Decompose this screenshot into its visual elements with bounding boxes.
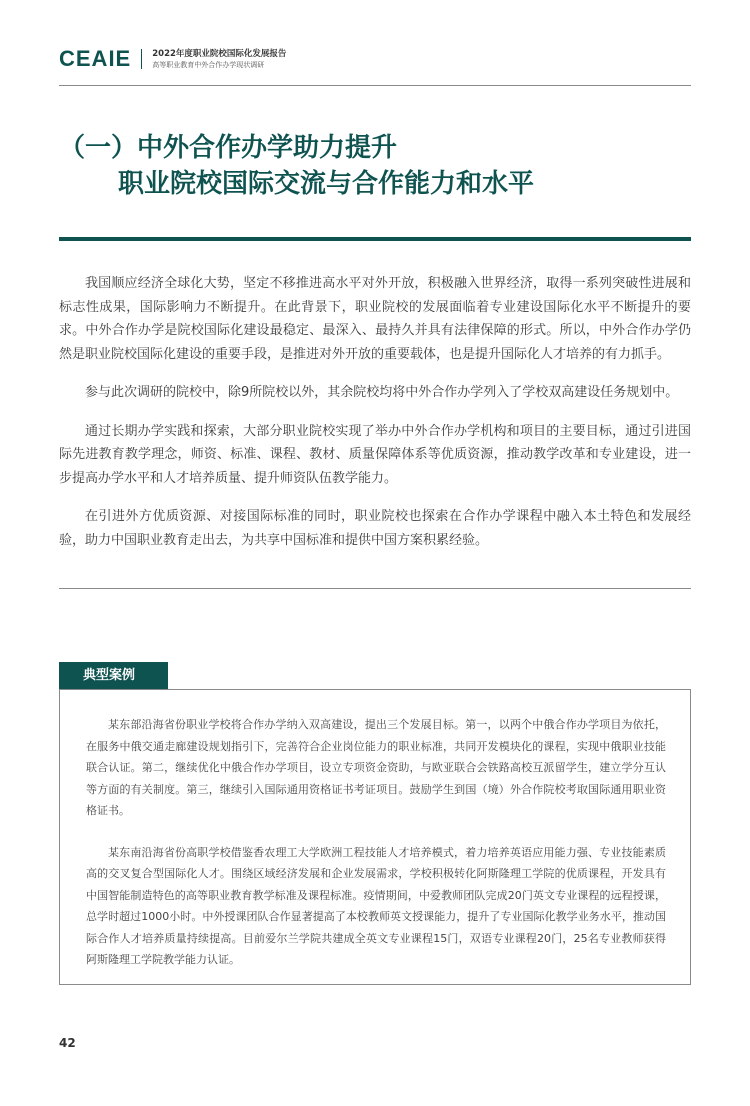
report-title: 2022年度职业院校国际化发展报告 [152,48,287,59]
body-text [59,272,691,567]
report-subtitle: 高等职业教育中外合作办学现状调研 [152,60,265,69]
section-heading-line1: （一）中外合作办学助力提升 [59,133,398,163]
section-heading [59,130,699,202]
header-text [152,49,286,70]
case-paragraph: 某东南沿海省份高职学校借鉴香农理工大学欧洲工程技能人才培养模式，着力培养英语应用能力强、专业技能素质高的交叉复合型国际化人才。围绕区域经济发展和企业发展需求，学校积极转化阿斯隆理工学院的优质课程，开发具有中国智能制造特色的高等职业教育教学标准及课程标准。疫情期间，中爱教师团队完成20门英文专业课程的远程授课，总学时超过1000小时。中外授课团队合作显著提高了本校教师英文授课能力，提升了专业国际化教学业务水平，推动国际合作人才培养质量持续提高。目前爱尔兰学院共建成全英文专业课程15门，双语专业课程20门，25名专业教师获得阿斯隆理工学院教学能力认证。 [86,845,666,966]
section-heading-line2: 职业院校国际交流与合作能力和水平 [118,169,535,199]
page-number: 42 [59,1036,76,1050]
header-divider [59,85,691,86]
paragraph: 参与此次调研的院校中，除9所院校以外，其余院校均将中外合作办学列入了学校双高建设任务规划中。 [85,385,679,400]
ceaie-logo: CEAIE [59,46,132,71]
case-label: 典型案例 [59,662,168,689]
paragraph: 在引进外方优质资源、对接国际标准的同时，职业院校也探索在合作办学课程中融入本土特色和发展经验，助力中国职业教育走出去，为共享中国标准和提供中国方案积累经验。 [59,509,691,548]
case-paragraph: 某东部沿海省份职业学校将合作办学纳入双高建设，提出三个发展目标。第一，以两个中俄合作办学项目为依托，在服务中俄交通走廊建设规划指引下，完善符合企业岗位能力的职业标准，共同开发模块化的课程，实现中俄职业技能联合认证。第二，继续优化中俄合作办学项目，设立专项资金资助，与欧亚联合会铁路高校互派留学生，建立学分互认等方面的有关制度。第三，继续引入国际通用资格证书考证项目。鼓励学生到国（境）外合作院校考取国际通用职业资格证书。 [86,718,666,817]
page-header [59,44,691,74]
section-divider [59,237,691,241]
paragraph: 通过长期办学实践和探索，大部分职业院校实现了举办中外合作办学机构和项目的主要目标，通过引进国际先进教育教学理念，师资、标准、课程、教材、质量保障体系等优质资源，推动教学改革和专业建设，进一步提高办学水平和人才培养质量、提升师资队伍教学能力。 [59,423,691,486]
body-divider [59,588,691,589]
logo-divider [141,49,142,69]
case-box [59,689,691,985]
paragraph: 我国顺应经济全球化大势，坚定不移推进高水平对外开放，积极融入世界经济，取得一系列突破性进展和标志性成果，国际影响力不断提升。在此背景下，职业院校的发展面临着专业建设国际化水平不断提升的要求。中外合作办学是院校国际化建设最稳定、最深入、最持久并具有法律保障的形式。所以，中外合作办学仍然是职业院校国际化建设的重要手段，是推进对外开放的重要载体，也是提升国际化人才培养的有力抓手。 [59,276,691,362]
